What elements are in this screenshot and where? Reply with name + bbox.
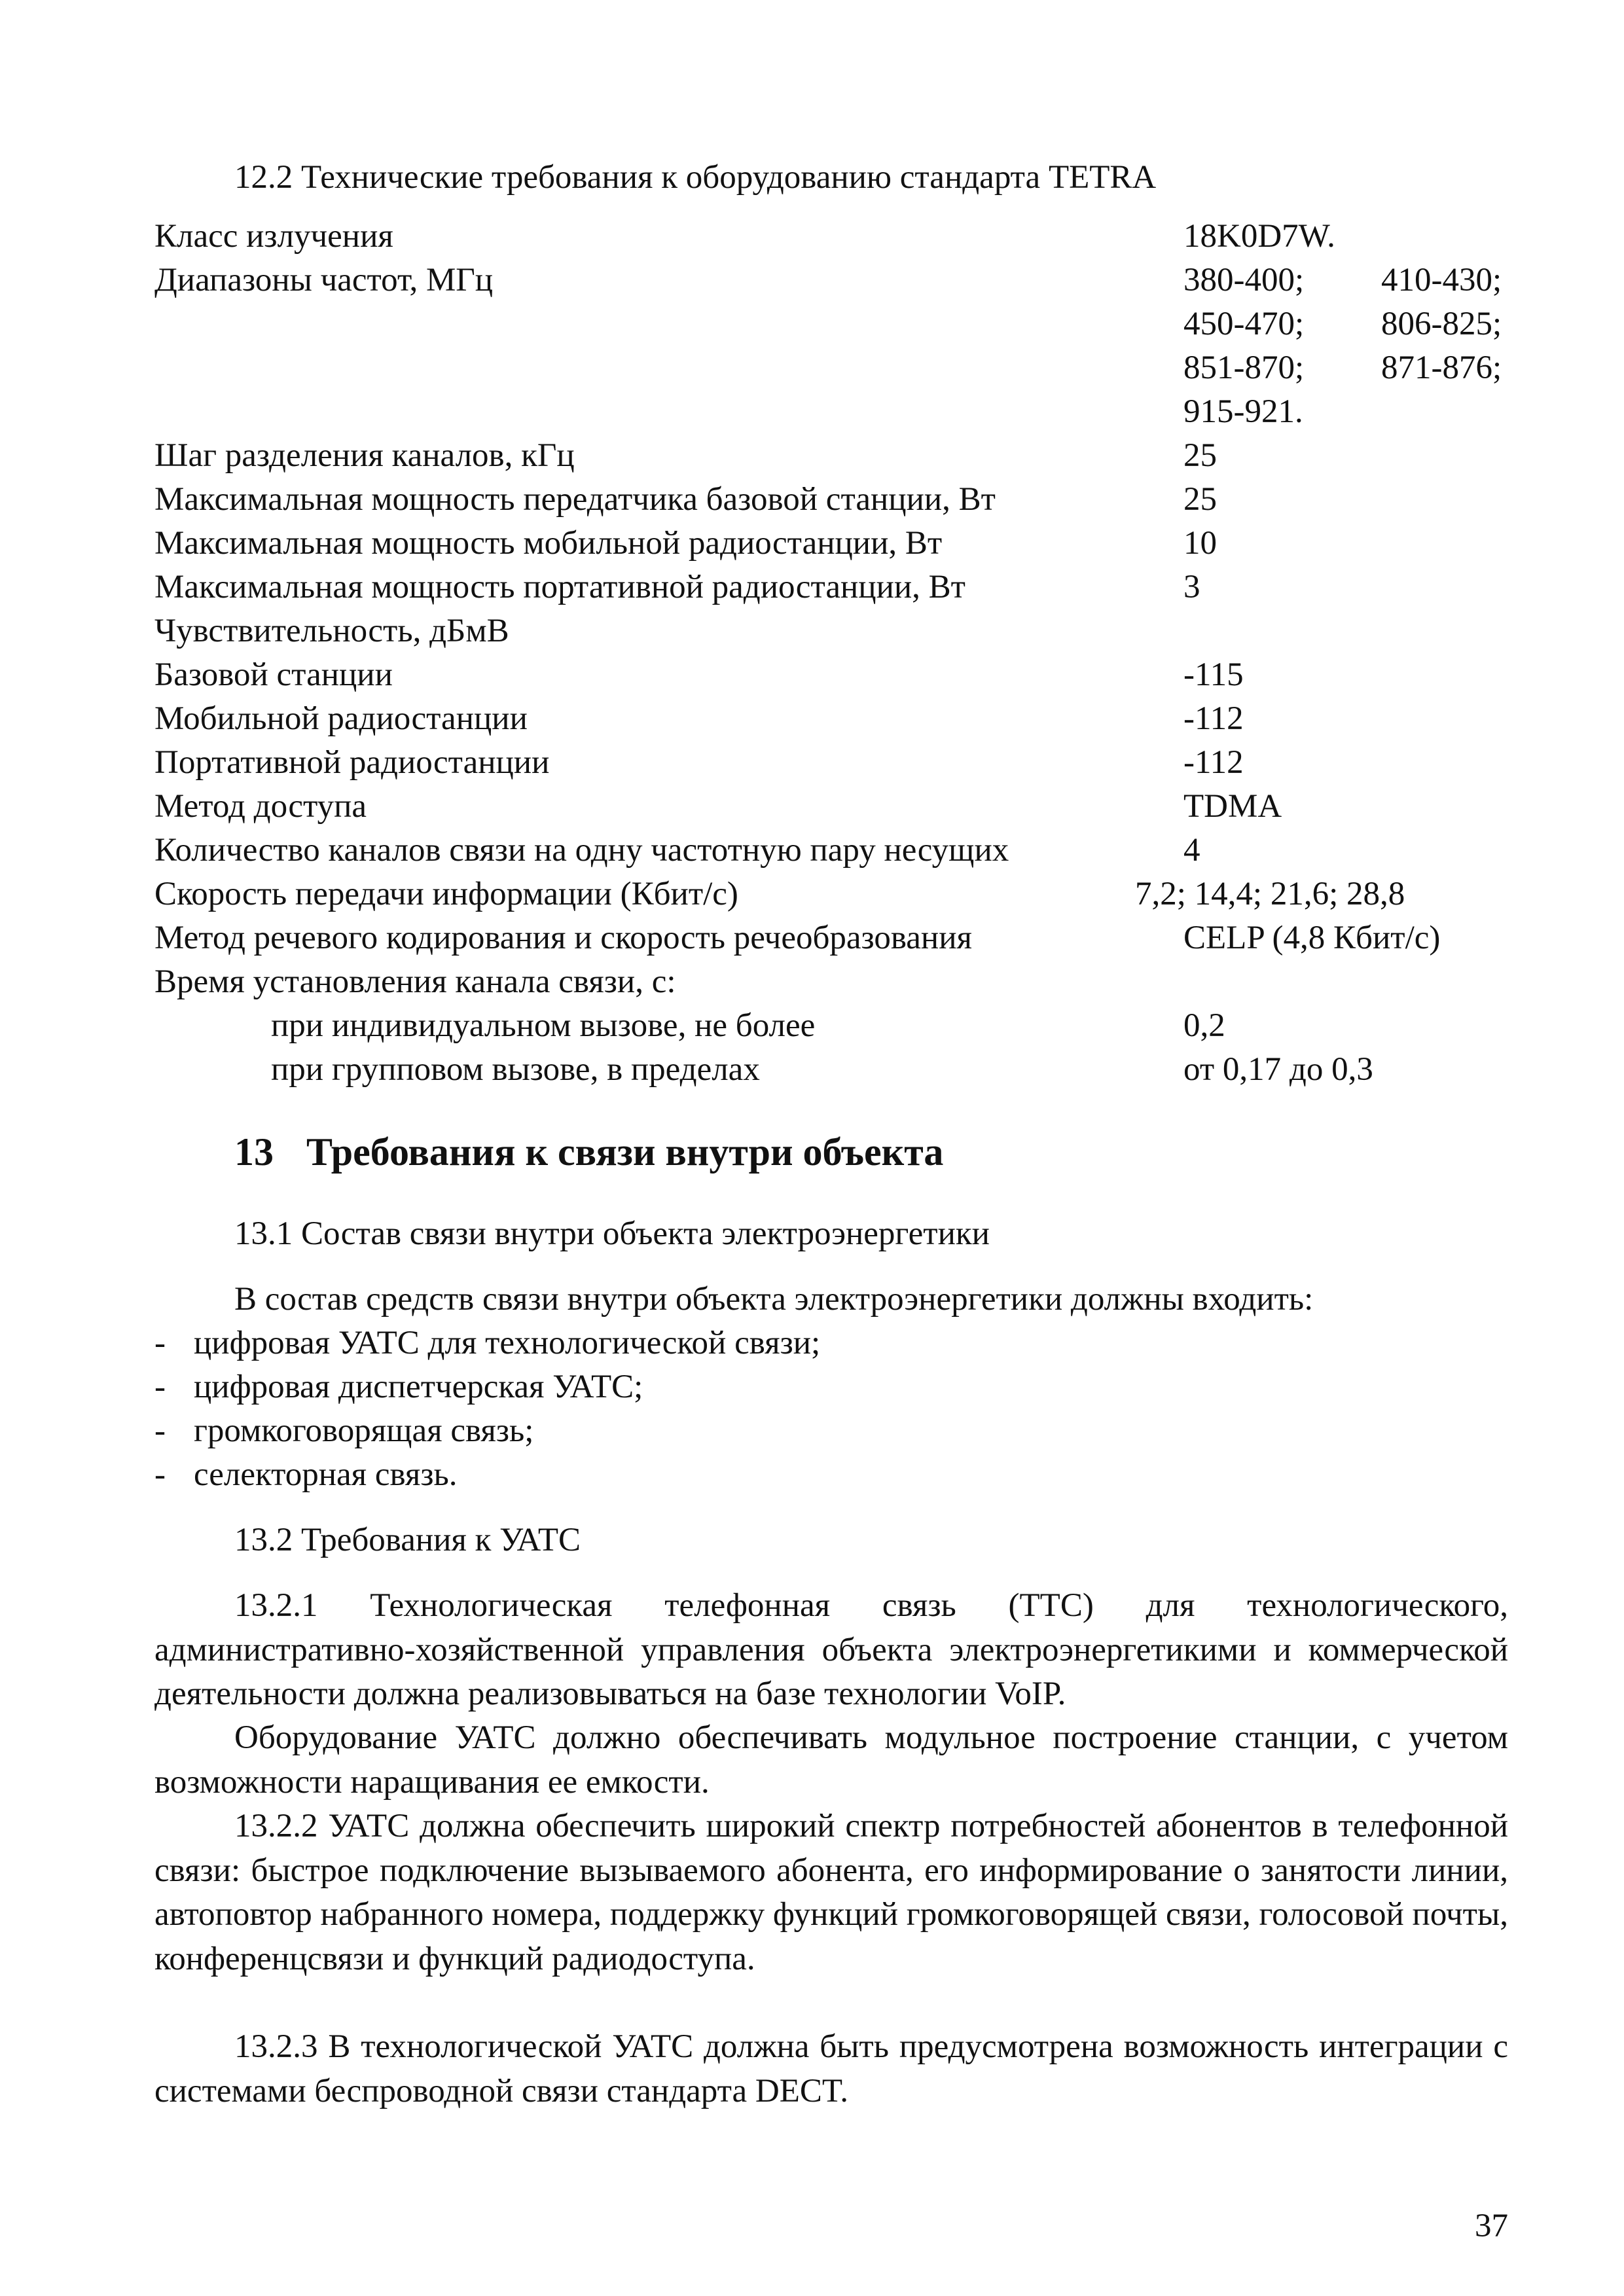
channels-label: Количество каналов связи на одну частотную пару несущих	[154, 832, 1009, 869]
access-label: Метод доступа	[154, 788, 367, 825]
mobile-sens-value: -112	[1183, 700, 1244, 737]
subsection-13-1: 13.1 Состав связи внутри объекта электроэнергетики	[234, 1215, 990, 1252]
emission-class-label: Класс излучения	[154, 218, 393, 255]
paragraph-13-2-3: 13.2.3 В технологической УАТС должна быть предусмотрена возможность интеграции с системами беспроводной связи стандарта DECT.	[154, 2028, 1508, 2109]
sensitivity-label: Чувствительность, дБмВ	[154, 613, 509, 649]
paragraph-equipment: Оборудование УАТС должно обеспечивать модульное построение станции, с учетом возможности наращивания ее емкости.	[154, 1719, 1508, 1801]
channels-value: 4	[1183, 832, 1200, 869]
paragraph-13-2-1: 13.2.1 Технологическая телефонная связь (ТТС) для технологического, административно-хозяйственной управления объекта электроэнергетикими и коммерческой деятельности должна реализовываться на базе технологии VoIP.	[154, 1587, 1508, 1712]
list-item: - цифровая УАТС для технологической связи;	[154, 1325, 821, 1361]
portable-power-label: Максимальная мощность портативной радиостанции, Вт	[154, 569, 965, 605]
list-item: - цифровая диспетчерская УАТС;	[154, 1369, 643, 1405]
section-13-title: Требования к связи внутри объекта	[306, 1130, 944, 1174]
bs-power-value: 25	[1183, 481, 1217, 518]
channel-step-value: 25	[1183, 437, 1217, 474]
section-12-2-title: 12.2 Технические требования к оборудованию стандарта TETRA	[234, 159, 1157, 196]
portable-power-value: 3	[1183, 569, 1200, 605]
bs-power-label: Максимальная мощность передатчика базовой станции, Вт	[154, 481, 996, 518]
freq-range-6: 871-876;	[1381, 350, 1502, 386]
setup-group-label: при групповом вызове, в пределах	[271, 1051, 760, 1088]
setup-group-value: от 0,17 до 0,3	[1183, 1051, 1373, 1088]
section-13-heading	[234, 1126, 943, 1178]
setup-individual-value: 0,2	[1183, 1007, 1225, 1044]
portable-sens-label: Портативной радиостанции	[154, 744, 550, 781]
freq-range-3: 450-470;	[1183, 306, 1305, 342]
access-value: TDMA	[1183, 788, 1282, 825]
list-item: - громкоговорящая связь;	[154, 1412, 534, 1449]
mobile-power-label: Максимальная мощность мобильной радиостанции, Вт	[154, 525, 943, 562]
section-13-number: 13	[234, 1130, 274, 1174]
freq-range-1: 380-400;	[1183, 262, 1305, 298]
setup-individual-label: при индивидуальном вызове, не более	[271, 1007, 816, 1044]
rate-label: Скорость передачи информации (Кбит/с)	[154, 876, 738, 912]
paragraph-13-2-2: 13.2.2 УАТС должна обеспечить широкий спектр потребностей абонентов в телефонной связи: быстрое подключение вызываемого абонента, его информирование о занятости линии, автоповтор набранного номера, поддержку функций громкоговорящей связи, голосовой почты, конференцсвязи и функций радиодоступа.	[154, 1808, 1508, 1977]
emission-class-value: 18K0D7W.	[1183, 218, 1335, 255]
freq-range-7: 915-921.	[1183, 393, 1303, 430]
freq-ranges-label: Диапазоны частот, МГц	[154, 262, 494, 298]
page-number: 37	[1475, 2208, 1508, 2244]
freq-range-4: 806-825;	[1381, 306, 1502, 342]
list-item: - селекторная связь.	[154, 1456, 458, 1493]
bs-sens-value: -115	[1183, 656, 1244, 693]
section-13-intro: В состав средств связи внутри объекта электроэнергетики должны входить:	[234, 1281, 1314, 1318]
bs-sens-label: Базовой станции	[154, 656, 393, 693]
setup-label: Время установления канала связи, с:	[154, 963, 676, 1000]
rate-value: 7,2; 14,4; 21,6; 28,8	[1135, 876, 1405, 912]
mobile-power-value: 10	[1183, 525, 1217, 562]
freq-range-5: 851-870;	[1183, 350, 1305, 386]
codec-label: Метод речевого кодирования и скорость речеобразования	[154, 920, 972, 956]
freq-range-2: 410-430;	[1381, 262, 1502, 298]
portable-sens-value: -112	[1183, 744, 1244, 781]
codec-value: CELP (4,8 Кбит/с)	[1183, 920, 1441, 956]
channel-step-label: Шаг разделения каналов, кГц	[154, 437, 575, 474]
mobile-sens-label: Мобильной радиостанции	[154, 700, 528, 737]
subsection-13-2: 13.2 Требования к УАТС	[234, 1522, 581, 1558]
